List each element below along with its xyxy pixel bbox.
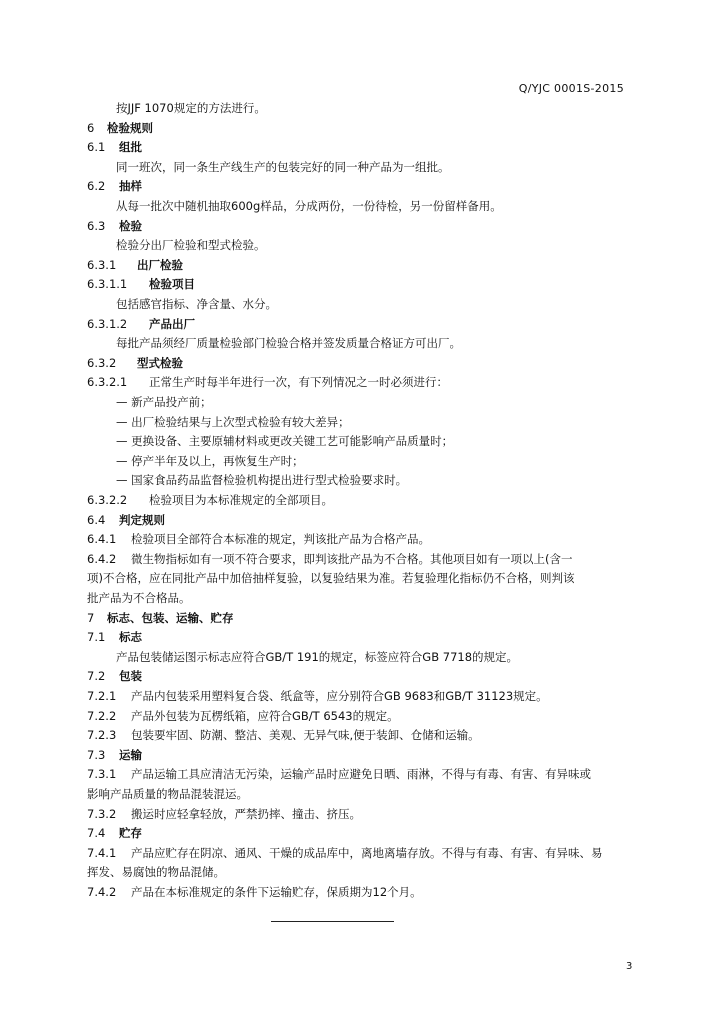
clause-line: 6.3.2.1 正常生产时每半年进行一次，有下列情况之一时必须进行： <box>87 375 448 390</box>
list-item: — 出厂检验结果与上次型式检验有较大差异； <box>116 414 350 429</box>
clause-line: 7.4.1 产品应贮存在阴凉、通风、干燥的成品库中，离地离墙存放。不得与有毒、有害、有异味、易 <box>87 845 603 860</box>
paragraph-line: 每批产品须经厂质量检验部门检验合格并签发质量合格证方可出厂。 <box>116 336 461 351</box>
list-item: — 国家食品药品监督检验机构提出进行型式检验要求时。 <box>116 473 408 488</box>
section-heading: 6.1 组批 <box>87 140 142 155</box>
clause-line: 7.2.1 产品内包装采用塑料复合袋、纸盒等，应分别符合GB 9683和GB/T 31123规定。 <box>87 689 548 703</box>
section-heading: 7.2 包装 <box>87 669 142 684</box>
clause-line: 7.4.2 产品在本标准规定的条件下运输贮存，保质期为12个月。 <box>87 885 422 899</box>
clause-line: 6.3.2.2 检验项目为本标准规定的全部项目。 <box>87 493 333 507</box>
section-heading: 7 标志、包装、运输、贮存 <box>87 610 234 625</box>
clause-line: 7.3.2 搬运时应轻拿轻放，严禁扔摔、撞击、挤压。 <box>87 806 361 821</box>
paragraph-line: 从每一批次中随机抽取600g样品，分成两份，一份待检，另一份留样备用。 <box>116 199 502 213</box>
section-heading: 7.4 贮存 <box>87 826 142 841</box>
section-heading: 7.1 标志 <box>87 630 142 645</box>
paragraph-line: 同一班次，同一条生产线生产的包装完好的同一种产品为一组批。 <box>116 159 450 174</box>
page-number: 3 <box>626 961 633 972</box>
section-heading: 6.3 检验 <box>87 218 142 233</box>
section-heading: 6.4 判定规则 <box>87 512 165 527</box>
paragraph-line: 检验分出厂检验和型式检验。 <box>116 238 266 253</box>
section-heading: 6.3.1.2 产品出厂 <box>87 316 195 331</box>
section-heading: 7.3 运输 <box>87 747 142 762</box>
paragraph-line: 影响产品质量的物品混装混运。 <box>87 787 248 801</box>
paragraph-line: 项)不合格，应在同批产品中加倍抽样复验，以复验结果为准。若复验理化指标仍不合格，则判该 <box>87 571 575 586</box>
list-item: — 停产半年及以上，再恢复生产时； <box>116 453 304 468</box>
paragraph-line: 产品包装储运图示标志应符合GB/T 191的规定，标签应符合GB 7718的规定。 <box>116 649 519 664</box>
clause-line: 7.2.2 产品外包装为瓦楞纸箱，应符合GB/T 6543的规定。 <box>87 708 399 723</box>
list-item: — 更换设备、主要原辅材料或更改关键工艺可能影响产品质量时； <box>116 434 454 449</box>
standard-code: Q/YJC 0001S-2015 <box>518 82 624 95</box>
list-item: — 新产品投产前； <box>116 395 212 409</box>
clause-line: 7.3.1 产品运输工具应清洁无污染，运输产品时应避免日晒、雨淋，不得与有毒、有害、有异味或 <box>87 767 591 782</box>
paragraph-line: 挥发、易腐蚀的物品混储。 <box>87 865 225 880</box>
section-heading: 6.3.1 出厂检验 <box>87 257 183 272</box>
paragraph-line: 批产品为不合格品。 <box>87 591 191 605</box>
section-heading: 6.3.2 型式检验 <box>87 355 183 370</box>
section-heading: 6.3.1.1 检验项目 <box>87 277 195 292</box>
section-heading: 6.2 抽样 <box>87 179 142 194</box>
paragraph-line: 包括感官指标、净含量、水分。 <box>116 297 277 311</box>
clause-line: 6.4.1 检验项目全部符合本标准的规定，判该批产品为合格产品。 <box>87 532 430 547</box>
section-heading: 6 检验规则 <box>87 120 153 135</box>
paragraph-line: 按JJF 1070规定的方法进行。 <box>116 101 266 115</box>
clause-line: 6.4.2 微生物指标如有一项不符合要求，即判该批产品为不合格。其他项目如有一项以上(含一 <box>87 551 573 566</box>
end-rule <box>271 921 394 922</box>
clause-line: 7.2.3 包装要牢固、防潮、整洁、美观、无异气味,便于装卸、仓储和运输。 <box>87 728 480 743</box>
